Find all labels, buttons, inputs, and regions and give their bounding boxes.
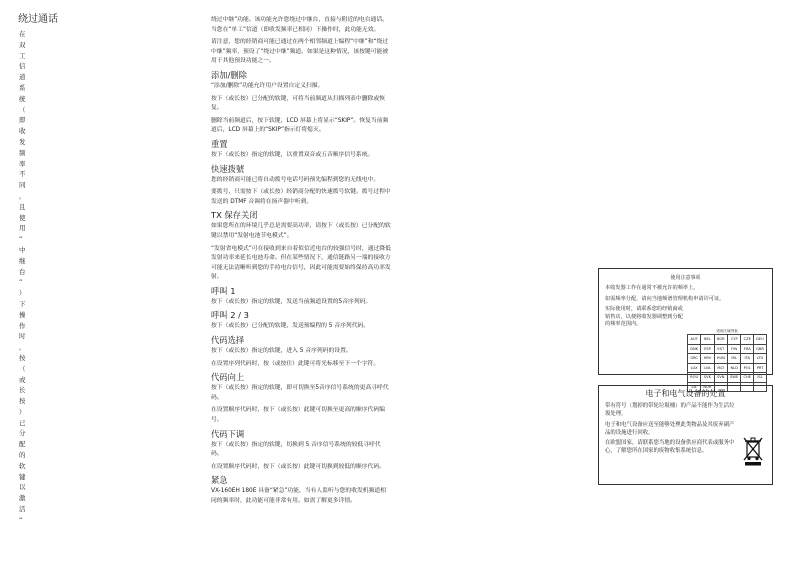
body-paragraph: 请注意，您的经销商可能已通过在两个相邻频道上编程“中继”和“绕过中继”频率，预设了“绕过中继”频道。如果是这种情况，该按键可能被用于其他预设功能之一。 xyxy=(211,39,389,65)
vertical-char: 中 xyxy=(19,245,26,254)
body-paragraph: VX-160EH 180E 具备“紧急”功能，当有人监听与您的收发机频道相同的频率时，此功能可能非常有用。如需了解更多详情。 xyxy=(211,488,386,504)
vertical-char: 激 xyxy=(19,494,26,503)
table-row xyxy=(688,363,767,373)
table-cell: LVA xyxy=(701,363,714,373)
section-heading: 呼叫 2 / 3 xyxy=(211,310,249,321)
table-cell: NOR xyxy=(701,382,714,392)
table-cell: NLD xyxy=(727,363,740,373)
table-cell: BEL xyxy=(701,335,714,345)
body-paragraph: 绕过中继”功能。该功能允许您绕过中继台，直接与附近的电台通话。当您在“单工”信道（即收发频率已相同）下操作时，此功能无效。 xyxy=(211,17,388,33)
vertical-char: 系 xyxy=(19,83,26,92)
vertical-char: 已 xyxy=(19,418,26,427)
left-column xyxy=(18,10,58,526)
table-cell: FRA xyxy=(741,344,754,354)
vertical-char: （ xyxy=(19,364,26,373)
vertical-char: 道 xyxy=(19,73,26,82)
notice-paragraph-1: 本收发器工作在通常不被允许的频率上。 xyxy=(605,285,699,291)
weee-title: 电子和电气设备的处置 xyxy=(645,389,726,398)
table-row xyxy=(688,344,767,354)
table-cell: SVN xyxy=(714,373,727,383)
table-cell: ESP xyxy=(701,344,714,354)
vertical-char: 或 xyxy=(19,375,26,384)
table-row xyxy=(688,373,767,383)
vertical-char: 键 xyxy=(19,472,26,481)
body-paragraph: 按下（或长按）已分配的软键，可将当前频道从扫描列表中删除或恢复。 xyxy=(211,95,385,112)
table-cell: CHE xyxy=(741,373,754,383)
body-paragraph: 按下（或长按）指定的软键，进入 5 音序列码的设置。 xyxy=(211,348,352,355)
crossed-wheelie-bin-icon xyxy=(742,436,764,466)
vertical-char: 使 xyxy=(19,213,26,222)
vertical-char: 用 xyxy=(19,224,26,233)
table-cell: GBR xyxy=(754,344,767,354)
table-cell: GRC xyxy=(688,354,701,364)
section-heading: 重置 xyxy=(211,138,228,149)
vertical-char: 双 xyxy=(19,40,26,49)
table-cell: HUN xyxy=(714,354,727,364)
body-paragraph: 删除当前频道后，按下软键，LCD 屏幕上将显示“SKIP”。恢复当前频道后，LCD 屏幕上的“SKIP”指示灯将熄灭。 xyxy=(211,117,389,134)
vertical-char: ） xyxy=(19,407,26,416)
vertical-char: 按 xyxy=(19,397,26,406)
body-paragraph: 您的经销商可能已将自动拨号电话号码预先编程到您的无线电中。 xyxy=(211,176,380,183)
table-cell: SWE xyxy=(727,373,740,383)
vertical-char: ” xyxy=(19,278,23,287)
vertical-char: 长 xyxy=(19,386,26,395)
notice-title: 使用注意事项 xyxy=(670,275,701,281)
table-cell: ISL xyxy=(754,373,767,383)
table-cell: DNK xyxy=(688,344,701,354)
vertical-char: “ xyxy=(19,235,23,244)
notice-paragraph-3: 实际使用时，请联系您的经销商或销售店，以便将收发器调整到分配的频率范围内。 xyxy=(605,306,683,328)
middle-column xyxy=(211,16,391,510)
country-table xyxy=(687,329,767,392)
vertical-char: ， xyxy=(19,191,26,200)
vertical-char: 统 xyxy=(19,94,26,103)
vertical-char: 配 xyxy=(19,440,26,449)
vertical-char: 且 xyxy=(19,202,26,211)
vertical-char: 即 xyxy=(19,116,26,125)
vertical-char: 发 xyxy=(19,137,26,146)
table-cell: EST xyxy=(714,344,727,354)
section-title: 绕过通话 xyxy=(18,14,58,25)
vertical-char: 收 xyxy=(19,127,26,136)
table-cell: MLT xyxy=(714,363,727,373)
body-paragraph: “添加/删除”功能允许用户设置自定义扫描。 xyxy=(211,82,324,89)
table-cell: LUX xyxy=(688,363,701,373)
body-paragraph: 按下（或长按）指定的软键，发送当前频道设置的5音序列码。 xyxy=(211,298,372,305)
vertical-char: 不 xyxy=(19,170,26,179)
vertical-char: 下 xyxy=(19,299,26,308)
vertical-char: 同 xyxy=(19,181,26,190)
section-heading: TX 保存关闭 xyxy=(211,210,258,221)
section-heading: 代码选择 xyxy=(211,335,245,346)
vertical-char: 时 xyxy=(19,332,26,341)
body-paragraph: 如果您所在的环境几乎总是需要高功率，请按下（或长按）已分配的软键以禁用“发射电池节电模式”。 xyxy=(211,223,391,239)
table-cell: CYP xyxy=(727,335,740,345)
table-cell: FIN xyxy=(727,344,740,354)
table-row xyxy=(688,354,767,364)
body-paragraph: 按下（或长按）指定的软键，即可切换至5音序信号系统的更高寻呼代码。 xyxy=(211,385,389,401)
vertical-char: ， xyxy=(19,343,26,352)
vertical-char: 操 xyxy=(19,310,26,319)
table-cell: LIE xyxy=(688,382,701,392)
country-table-caption: 适用区域列表 xyxy=(716,329,738,333)
vertical-char: 在 xyxy=(19,30,26,38)
table-cell: LTU xyxy=(754,354,767,364)
table-cell: POL xyxy=(741,363,754,373)
table-cell: HRV xyxy=(701,354,714,364)
vertical-char: 继 xyxy=(19,256,26,265)
section-heading: 添加/删除 xyxy=(211,69,247,80)
section-heading: 代码下调 xyxy=(211,428,245,439)
body-paragraph: 在设置顺序代码时，按下（或长按）此键可切换至更高的顺序代码编号。 xyxy=(211,407,385,424)
vertical-char: ） xyxy=(19,289,26,298)
body-paragraph: 按下（或长按）指定的软键，以重置双音或五音顺序信号系统。 xyxy=(211,151,374,158)
weee-box xyxy=(598,385,773,485)
vertical-char: 信 xyxy=(19,62,26,71)
vertical-char: 率 xyxy=(19,159,26,168)
vertical-char: 活 xyxy=(19,505,26,514)
vertical-char: 软 xyxy=(19,461,26,470)
vertical-text xyxy=(19,29,58,526)
vertical-char: 台 xyxy=(19,267,26,276)
section-heading: 呼叫 1 xyxy=(211,285,236,296)
body-paragraph: 按下（或长按）已分配的软键，发送预编程的 5 音序列代码。 xyxy=(211,323,370,330)
table-cell: BGR xyxy=(714,335,727,345)
section-heading: 代码向上 xyxy=(211,372,245,383)
vertical-char: 工 xyxy=(19,51,26,60)
weee-paragraph-3: 在欧盟国家，请联系您当地的设备供应商代表或服务中心，了解您所在国家的废物收集系统信息。 xyxy=(605,440,735,455)
section-heading: 快速拨號 xyxy=(211,163,245,174)
vertical-char: 按 xyxy=(19,353,26,362)
table-cell: CZE xyxy=(741,335,754,345)
table-cell: PRT xyxy=(754,363,767,373)
table-cell: AUT xyxy=(688,335,701,345)
table-row xyxy=(688,335,767,345)
body-paragraph: 要拨号，只需按下（或长按）经销商分配的快速拨号软键。拨号过程中发送的 DTMF 音调将在扬声器中听到。 xyxy=(211,189,391,205)
body-paragraph: 在设置序列代码时，按（或按住）此键可将光标移至下一个字符。 xyxy=(211,360,380,367)
vertical-char: （ xyxy=(19,105,26,114)
weee-paragraph-1: 带有符号（划掉的带轮垃圾桶）的产品不能作为生活垃圾处理。 xyxy=(605,403,735,418)
vertical-char: 的 xyxy=(19,451,26,460)
table-cell: ITA xyxy=(741,354,754,364)
body-paragraph: “发射省电模式”可在接收到来自着似信近电台的较强信号时，通过降低发射功率来延长电池寿命。但在某些情况下，通信链路另一端的接收方可能无法清晰听到您的手持电台信号，因此可能需要始终保持高功率发射。 xyxy=(211,245,391,281)
vertical-char: “ xyxy=(19,515,23,524)
vertical-char: 作 xyxy=(19,321,26,330)
body-paragraph: 在设置顺序代码时，按下（或长按）此键可切换到较低的顺序代码。 xyxy=(211,463,385,470)
section-heading: 紧急 xyxy=(211,475,228,486)
vertical-char: 以 xyxy=(19,483,26,492)
notice-paragraph-2: 如需频率分配，请向当地频谱管理机构申请许可证。 xyxy=(605,295,725,302)
table-cell: DEU xyxy=(754,335,767,345)
vertical-char: 频 xyxy=(19,148,26,157)
table-cell: ROU xyxy=(688,373,701,383)
table-cell: IRL xyxy=(727,354,740,364)
table-cell: SVK xyxy=(701,373,714,383)
notice-box xyxy=(598,268,773,389)
weee-paragraph-2: 电子和电气设备应送至能够处理此类物品及其废弃副产品的设施进行回收。 xyxy=(605,421,735,436)
body-paragraph: 按下（或长按）指定的软键，切换到 5 音序信号系统的较低寻呼代码。 xyxy=(211,441,381,458)
vertical-char: 分 xyxy=(19,429,26,438)
